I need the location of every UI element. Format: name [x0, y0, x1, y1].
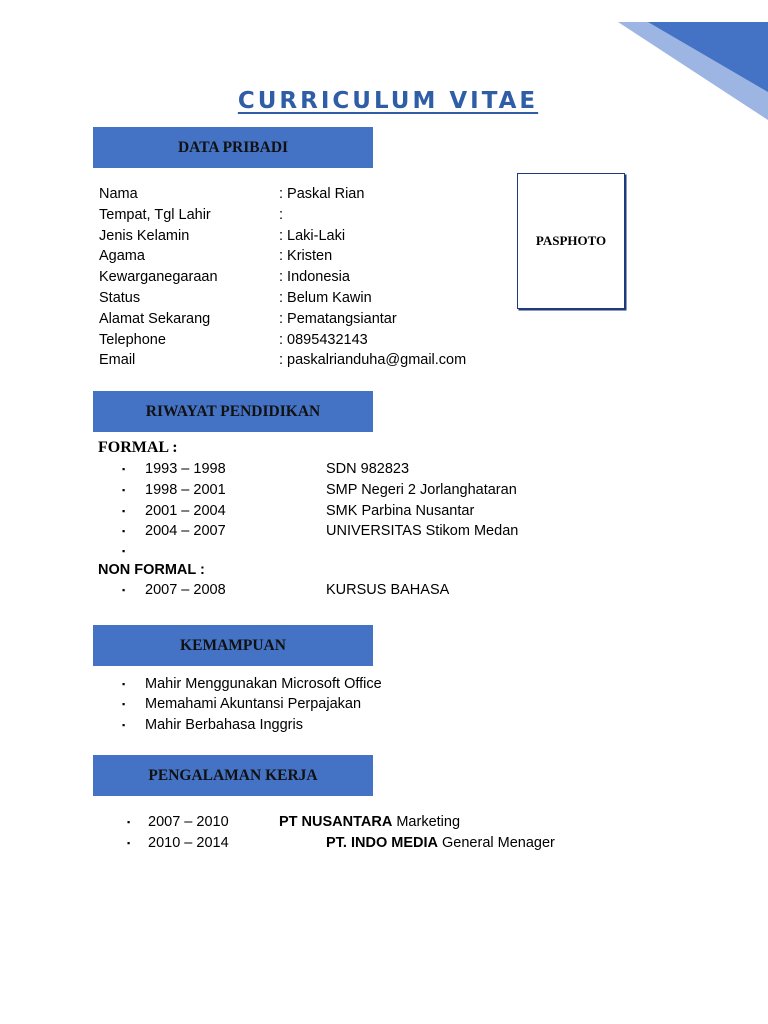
bullet-icon: ▪: [122, 585, 126, 595]
personal-value: : Indonesia: [279, 269, 350, 285]
nonformal-years: 2007 – 2008: [145, 582, 226, 598]
bullet-icon: ▪: [127, 838, 131, 848]
personal-value: : paskalrianduha@gmail.com: [279, 352, 467, 368]
personal-value: : 0895432143: [279, 332, 368, 348]
personal-value: :: [279, 207, 284, 223]
passport-photo-placeholder: PASPHOTO: [517, 173, 625, 309]
personal-value: : Paskal Rian: [279, 186, 365, 202]
formal-years: 2001 – 2004: [145, 503, 226, 519]
formal-school: SDN 982823: [326, 461, 410, 477]
nonformal-heading: NON FORMAL :: [98, 562, 205, 578]
experience-years: 2010 – 2014: [148, 835, 229, 851]
bullet-icon: ▪: [122, 679, 126, 689]
formal-years: 1998 – 2001: [145, 482, 226, 498]
nonformal-school: KURSUS BAHASA: [326, 582, 450, 598]
personal-value: : Laki-Laki: [279, 228, 346, 244]
personal-label: Nama: [99, 186, 138, 202]
experience-entry: [326, 833, 555, 853]
personal-label: Tempat, Tgl Lahir: [99, 207, 211, 223]
experience-years: 2007 – 2010: [148, 814, 229, 830]
formal-school: SMP Negeri 2 Jorlanghataran: [326, 482, 517, 498]
personal-label: Telephone: [99, 332, 166, 348]
bullet-icon: ▪: [122, 699, 126, 709]
personal-label: Jenis Kelamin: [99, 228, 190, 244]
bullet-icon: ▪: [122, 464, 126, 474]
bullet-icon: ▪: [127, 817, 131, 827]
experience-entry: [279, 812, 460, 832]
corner-dark-shape: [648, 22, 768, 92]
bullet-icon: ▪: [122, 485, 126, 495]
experience-role: Marketing: [396, 814, 461, 830]
bullet-icon: ▪: [122, 546, 126, 556]
section-education: RIWAYAT PENDIDIKAN: [93, 391, 373, 432]
personal-label: Kewarganegaraan: [99, 269, 218, 285]
personal-label: Agama: [99, 248, 145, 264]
personal-label: Alamat Sekarang: [99, 311, 211, 327]
formal-years: 2004 – 2007: [145, 523, 226, 539]
section-experience: PENGALAMAN KERJA: [93, 755, 373, 796]
personal-value: : Belum Kawin: [279, 290, 372, 306]
formal-heading: FORMAL :: [98, 439, 178, 456]
bullet-icon: ▪: [122, 720, 126, 730]
page-title: CURRICULUM VITAE: [237, 88, 539, 114]
experience-company: PT. INDO MEDIA: [326, 835, 438, 851]
bullet-icon: ▪: [122, 506, 126, 516]
experience-role: General Menager: [442, 835, 555, 851]
personal-value: : Pematangsiantar: [279, 311, 397, 327]
skill-item: Mahir Menggunakan Microsoft Office: [145, 676, 382, 692]
personal-label: Email: [99, 352, 136, 368]
section-personal: DATA PRIBADI: [93, 127, 373, 168]
bullet-icon: ▪: [122, 526, 126, 536]
skill-item: Memahami Akuntansi Perpajakan: [145, 696, 362, 712]
experience-company: PT NUSANTARA: [279, 814, 393, 830]
formal-school: UNIVERSITAS Stikom Medan: [326, 523, 519, 539]
personal-label: Status: [99, 290, 141, 306]
skill-item: Mahir Berbahasa Inggris: [145, 717, 303, 733]
formal-years: 1993 – 1998: [145, 461, 226, 477]
personal-value: : Kristen: [279, 248, 333, 264]
section-skills: KEMAMPUAN: [93, 625, 373, 666]
formal-school: SMK Parbina Nusantar: [326, 503, 475, 519]
